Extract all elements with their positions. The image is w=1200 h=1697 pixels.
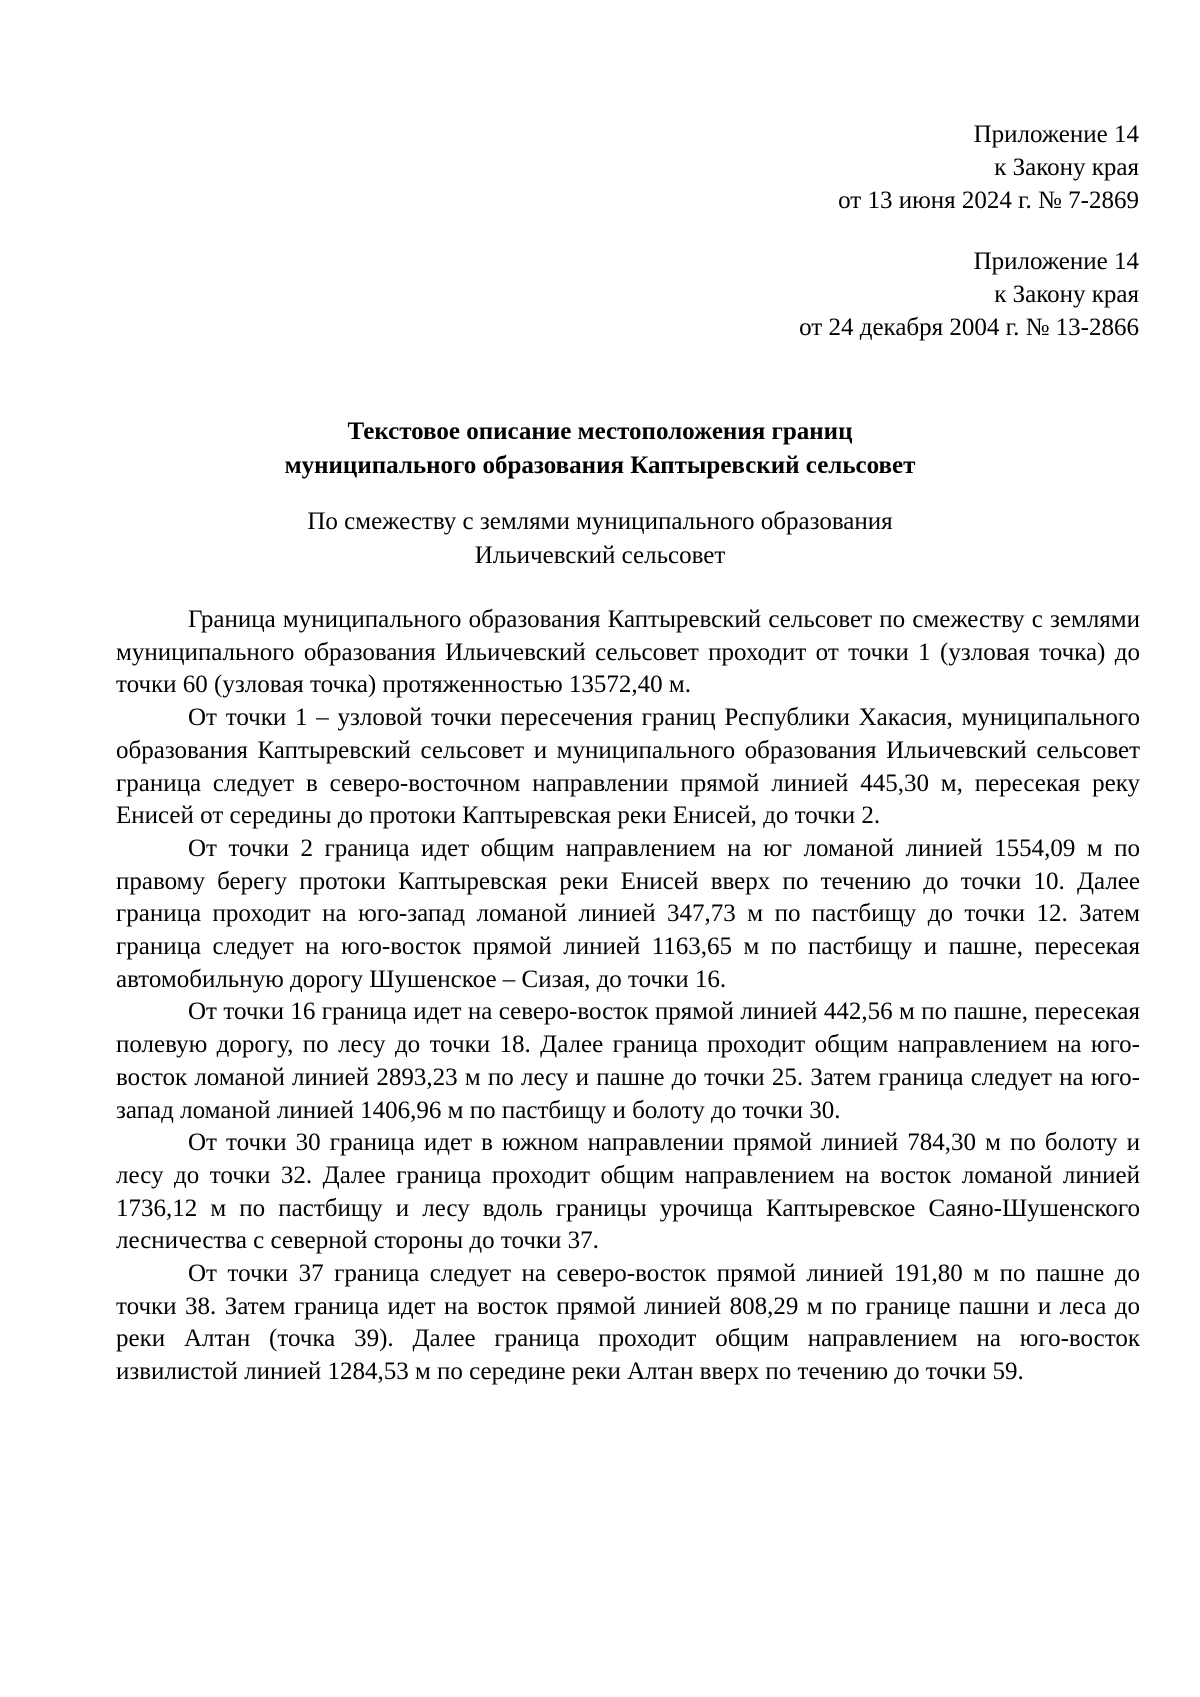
body-paragraph: От точки 16 граница идет на северо-восток прямой линией 442,56 м по пашне, пересекая полевую дорогу, по лесу до точки 18. Далее граница проходит общим направлением на юго-восток ломаной линией 2893,23 м по лесу и пашне до точки 25. Затем граница следует на юго-запад ломаной линией 1406,96 м по пастбищу и болоту до точки 30. [116, 998, 1140, 1124]
title-line: Текстовое описание местоположения границ [347, 418, 853, 445]
annex-header-current [838, 118, 1139, 217]
section-heading [0, 505, 1200, 573]
section-heading-line: Ильичевский сельсовет [474, 542, 726, 569]
body-paragraph: От точки 30 граница идет в южном направлении прямой линией 784,30 м по болоту и лесу до точки 32. Далее граница проходит общим направлением на восток ломаной линией 1736,12 м по пастбищу и лесу вдоль границы урочища Каптыревское Саяно-Шушенского лесничества с северной стороны до точки 37. [116, 1129, 1140, 1255]
annex-header-original [799, 245, 1139, 344]
document-body [116, 604, 1140, 1389]
annex-number: Приложение 14 [973, 248, 1139, 275]
body-paragraph: От точки 2 граница идет общим направлением на юг ломаной линией 1554,09 м по правому берегу протоки Каптыревская реки Енисей вверх по течению до точки 10. Далее граница проходит на юго-запад ломаной линией 347,73 м по пастбищу до точки 12. Затем граница следует на юго-восток прямой линией 1163,65 м по пастбищу и пашне, пересекая автомобильную дорогу Шушенское – Сизая, до точки 16. [116, 834, 1140, 993]
annex-law-ref: к Закону края [994, 154, 1139, 181]
body-paragraph: От точки 37 граница следует на северо-восток прямой линией 191,80 м по пашне до точки 38. Затем граница идет на восток прямой линией 808,29 м по границе пашни и леса до реки Алтан (точка 39). Далее граница проходит общим направлением на юго-восток извилистой линией 1284,53 м по середине реки Алтан вверх по течению до точки 59. [116, 1260, 1140, 1386]
body-paragraph: От точки 1 – узловой точки пересечения границ Республики Хакасия, муниципального образования Каптыревский сельсовет и муниципального образования Ильичевский сельсовет граница следует в северо-восточном направлении прямой линией 445,30 м, пересекая реку Енисей от середины до протоки Каптыревская реки Енисей, до точки 2. [116, 704, 1140, 830]
annex-law-date: от 24 декабря 2004 г. № 13-2866 [799, 314, 1139, 341]
body-paragraph: Граница муниципального образования Каптыревский сельсовет по смежеству с землями муниципального образования Ильичевский сельсовет проходит от точки 1 (узловая точка) до точки 60 (узловая точка) протяженностью 13572,40 м. [116, 606, 1140, 699]
annex-law-date: от 13 июня 2024 г. № 7-2869 [838, 187, 1139, 214]
annex-law-ref: к Закону края [994, 281, 1139, 308]
title-line: муниципального образования Каптыревский сельсовет [284, 452, 916, 479]
section-heading-line: По смежеству с землями муниципального образования [307, 508, 893, 535]
annex-number: Приложение 14 [973, 121, 1139, 148]
document-title [0, 415, 1200, 483]
